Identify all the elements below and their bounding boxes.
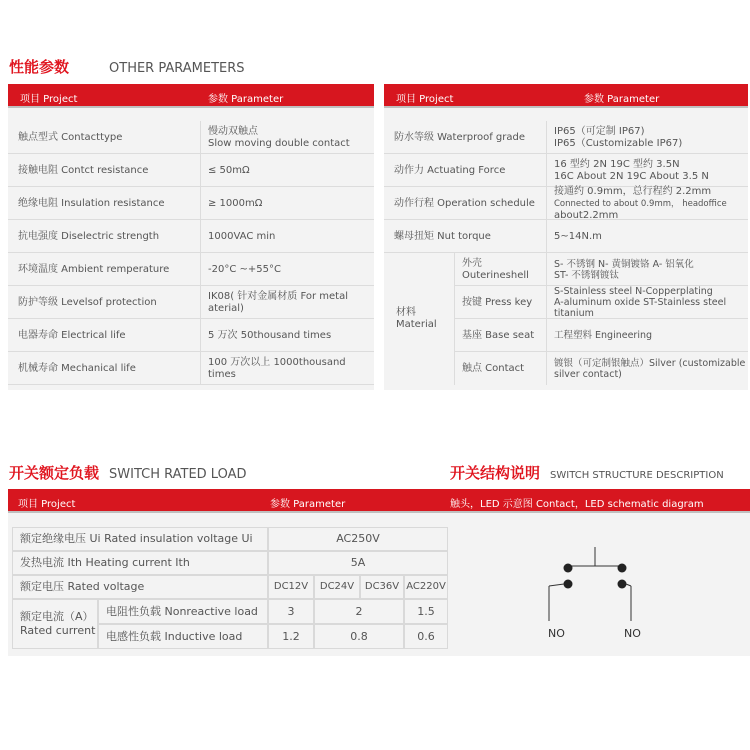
row-item: 绝缘电阻 Insulation resistance bbox=[18, 197, 165, 209]
left-header-project: 项目 Project bbox=[20, 94, 78, 105]
row-item: 环境温度 Ambient remperature bbox=[18, 263, 170, 275]
insulation-value: AC250V bbox=[336, 532, 380, 545]
param-line: Connected to about 0.9mm， headoffice bbox=[554, 198, 727, 209]
row-item: 动作行程 Operation schedule bbox=[394, 197, 535, 209]
material-param bbox=[554, 253, 746, 286]
load-header-param: 参数 Parameter bbox=[270, 499, 346, 510]
param-line: 接通约 0.9mm，总行程约 2.2mm bbox=[554, 185, 712, 197]
left-header-param: 参数 Parameter bbox=[208, 94, 284, 105]
current-label bbox=[20, 610, 95, 638]
row-param bbox=[554, 154, 746, 187]
row-param bbox=[208, 187, 372, 220]
param-line: 镀银（可定制银触点）Silver (customizable bbox=[554, 357, 746, 369]
material-label-en: Material bbox=[396, 319, 437, 330]
material-param bbox=[554, 319, 746, 352]
param-line: 5 万次 50thousand times bbox=[208, 329, 332, 341]
row-param bbox=[554, 220, 746, 253]
param-line: titanium bbox=[554, 308, 594, 319]
row-item: 抗电强度 Diselectric strength bbox=[18, 230, 160, 242]
row-item: 触点型式 Contacttype bbox=[18, 131, 123, 143]
row-param bbox=[208, 286, 372, 319]
param-line: IP65（可定制 IP67) bbox=[554, 125, 645, 137]
contact-dot-upper-right bbox=[618, 564, 627, 573]
nonreactive-value-2: 2 bbox=[355, 604, 363, 618]
param-line: 1000VAC min bbox=[208, 230, 276, 242]
right-header-project: 项目 Project bbox=[396, 94, 454, 105]
row-item: 防水等级 Waterproof grade bbox=[394, 131, 526, 143]
row-item: 电器寿命 Electrical life bbox=[18, 329, 126, 341]
inductive-value-1: 1.2 bbox=[282, 629, 300, 643]
left-param-table bbox=[8, 84, 374, 390]
material-param bbox=[554, 286, 746, 319]
contact-dot-lower-right bbox=[618, 580, 627, 589]
row-item: 动作力 Actuating Force bbox=[394, 164, 506, 176]
param-line: S-Stainless steel N-Copperplating bbox=[554, 286, 713, 297]
nonreactive-label: 电阻性负载 Nonreactive load bbox=[106, 604, 258, 618]
param-line: ≥ 1000mΩ bbox=[208, 197, 263, 209]
structure-title bbox=[450, 462, 724, 483]
heating-label: 发热电流 Ith Heating current Ith bbox=[20, 556, 190, 569]
heating-value: 5A bbox=[350, 556, 366, 569]
row-param bbox=[208, 253, 372, 286]
other-title-cn: 性能参数 bbox=[9, 58, 70, 76]
param-line: IK08( 针对金属材质 For metal aterial) bbox=[208, 290, 349, 314]
inductive-label: 电感性负载 Inductive load bbox=[106, 629, 243, 643]
column-divider bbox=[546, 121, 547, 253]
row-item: 接触电阻 Contct resistance bbox=[18, 164, 149, 176]
material-param-divider bbox=[546, 253, 547, 385]
contact-schematic-diagram bbox=[450, 513, 750, 656]
contact-dot-lower-left bbox=[564, 580, 573, 589]
param-line: ST- 不锈钢镀钛 bbox=[554, 269, 619, 281]
param-line: S- 不锈钢 N- 黄铜镀铬 A- 铝氧化 bbox=[554, 258, 694, 270]
param-line: 16C About 2N 19C About 3.5 N bbox=[554, 170, 709, 182]
left-table-header bbox=[8, 84, 374, 108]
lead-left-join bbox=[549, 584, 564, 586]
row-item: 螺母扭矩 Nut torque bbox=[394, 230, 491, 242]
param-line: 工程塑料 Engineering bbox=[554, 330, 653, 341]
row-param bbox=[208, 121, 372, 154]
param-line: -20°C ~+55°C bbox=[208, 263, 281, 275]
lead-right-join bbox=[626, 584, 631, 586]
param-line: ≤ 50mΩ bbox=[208, 164, 250, 176]
right-header-param: 参数 Parameter bbox=[584, 94, 660, 105]
param-line: 100 万次以上 1000thousand times bbox=[208, 356, 346, 380]
row-param bbox=[554, 187, 746, 220]
current-label-cn: 额定电流（A） bbox=[20, 610, 94, 623]
param-line: IP65（Customizable IP67) bbox=[554, 137, 683, 149]
structure-title-en: SWITCH STRUCTURE DESCRIPTION bbox=[550, 470, 724, 481]
voltage-dc24: DC24V bbox=[319, 581, 355, 592]
row-param bbox=[554, 121, 746, 154]
load-header-bar bbox=[8, 489, 750, 513]
material-item: 基座 Base seat bbox=[462, 329, 535, 341]
row-param bbox=[208, 352, 372, 385]
param-line: 5~14N.m bbox=[554, 230, 602, 242]
param-line: Slow moving double contact bbox=[208, 137, 350, 149]
inductive-value-3: 0.6 bbox=[417, 629, 435, 643]
rated-load-title bbox=[9, 462, 247, 483]
contact-label-left: NO bbox=[548, 627, 565, 640]
material-label bbox=[396, 253, 456, 385]
contact-dot-upper-left bbox=[564, 564, 573, 573]
column-divider bbox=[200, 121, 201, 385]
load-title-en: SWITCH RATED LOAD bbox=[109, 467, 247, 482]
voltage-label: 额定电压 Rated voltage bbox=[20, 580, 145, 593]
voltage-dc36: DC36V bbox=[364, 581, 400, 592]
param-line: about2.2mm bbox=[554, 209, 619, 221]
material-param bbox=[554, 352, 746, 385]
param-line: silver contact) bbox=[554, 368, 622, 380]
right-table-header bbox=[384, 84, 748, 108]
nonreactive-value-1: 3 bbox=[287, 604, 295, 618]
other-parameters-title bbox=[9, 56, 245, 77]
structure-title-cn: 开关结构说明 bbox=[450, 464, 541, 482]
param-line: A-aluminum oxide ST-Stainless steel bbox=[554, 297, 727, 308]
material-divider bbox=[454, 253, 455, 385]
nonreactive-value-3: 1.5 bbox=[417, 604, 435, 618]
row-item: 机械寿命 Mechanical life bbox=[18, 362, 136, 374]
param-line: 16 型约 2N 19C 型约 3.5N bbox=[554, 158, 680, 170]
param-line: 慢动双触点 bbox=[208, 125, 258, 137]
voltage-ac220: AC220V bbox=[406, 581, 446, 592]
material-item: 外壳 Outerineshell bbox=[462, 257, 529, 281]
contact-label-right: NO bbox=[624, 627, 641, 640]
material-item: 触点 Contact bbox=[462, 362, 525, 374]
insulation-label: 额定绝缘电压 Ui Rated insulation voltage Ui bbox=[20, 532, 253, 545]
voltage-dc12: DC12V bbox=[273, 581, 309, 592]
structure-header: 触头，LED 示意图 Contact，LED schematic diagram bbox=[450, 499, 704, 510]
current-label-en: Rated current bbox=[20, 624, 96, 637]
row-item: 防护等级 Levelsof protection bbox=[18, 296, 157, 308]
row-param bbox=[208, 319, 372, 352]
material-label-cn: 材料 bbox=[396, 307, 416, 318]
schematic-panel bbox=[450, 513, 750, 656]
load-header-project: 项目 Project bbox=[18, 499, 76, 510]
other-title-en: OTHER PARAMETERS bbox=[109, 61, 245, 76]
right-param-table bbox=[384, 84, 748, 390]
material-item: 按键 Press key bbox=[462, 296, 533, 308]
row-param bbox=[208, 220, 372, 253]
inductive-value-2: 0.8 bbox=[350, 629, 368, 643]
load-title-cn: 开关额定负载 bbox=[9, 464, 100, 482]
row-param bbox=[208, 154, 372, 187]
